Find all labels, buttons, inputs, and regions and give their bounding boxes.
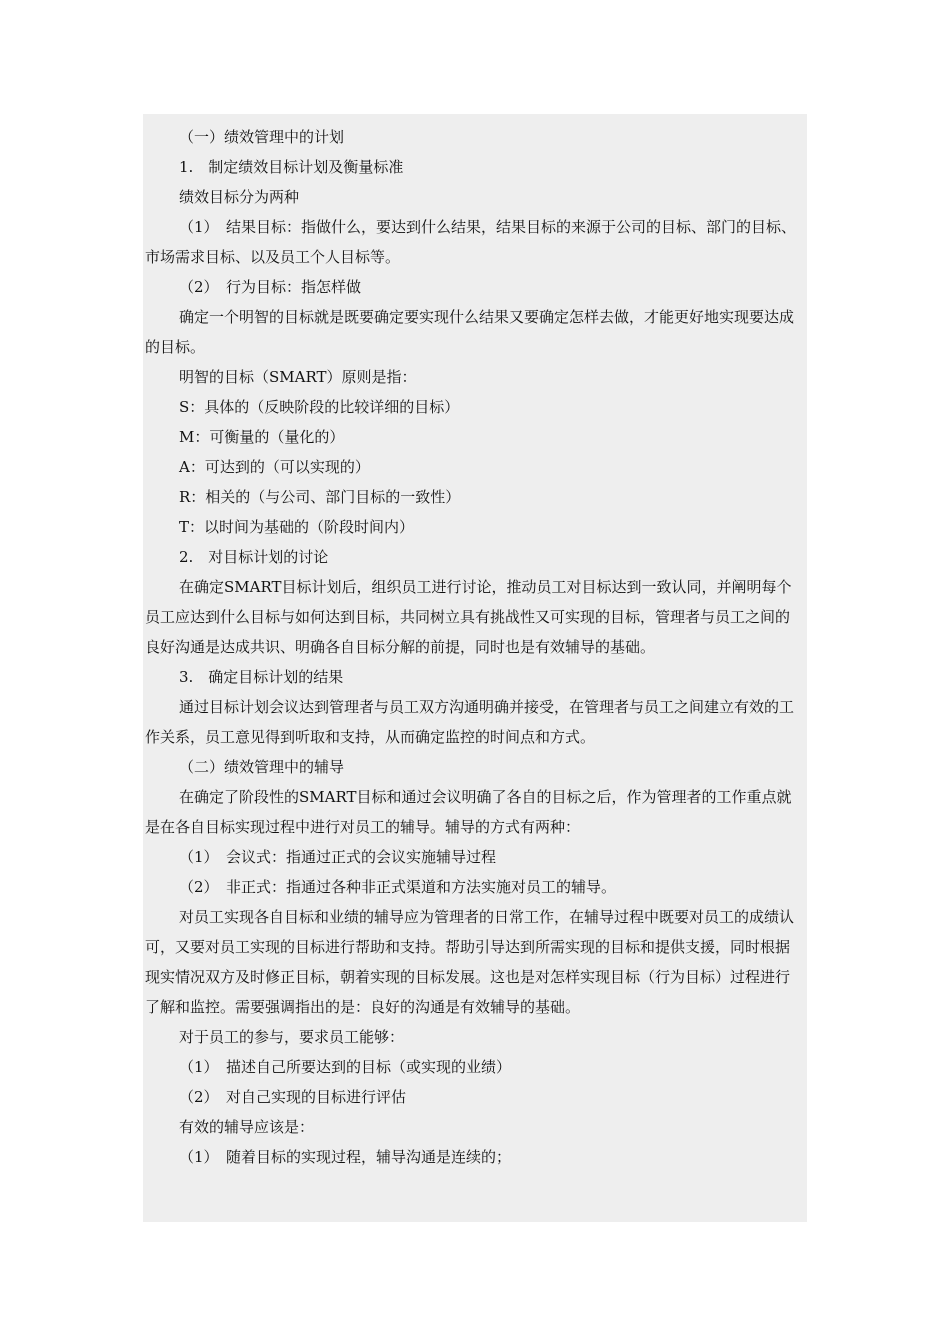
list-item: （1） 描述自己所要达到的目标（或实现的业绩）: [179, 1058, 512, 1076]
paragraph: 对于员工的参与，要求员工能够：: [179, 1028, 405, 1046]
list-item: （1） 结果目标：指做什么，要达到什么结果，结果目标的来源于公司的目标、部门的目标、市场需求目标、以及员工个人目标等。: [145, 218, 797, 266]
subheading-2: 2. 对目标计划的讨论: [179, 548, 329, 566]
subheading-1: 1. 制定绩效目标计划及衡量标准: [179, 158, 404, 176]
paragraph: 在确定SMART目标计划后，组织员工进行讨论，推动员工对目标达到一致认同，并阐明每个员工应达到什么目标与如何达到目标，共同树立具有挑战性又可实现的目标，管理者与员工之间的良好沟通是达成共识、明确各自目标分解的前提，同时也是有效辅导的基础。: [145, 578, 792, 656]
paragraph: 确定一个明智的目标就是既要确定要实现什么结果又要确定怎样去做，才能更好地实现要达成的目标。: [145, 308, 795, 356]
list-item: （2） 对自己实现的目标进行评估: [179, 1088, 407, 1106]
paragraph: 明智的目标（SMART）原则是指：: [179, 368, 417, 386]
smart-item-a: A：可达到的（可以实现的）: [179, 458, 370, 476]
paragraph: 在确定了阶段性的SMART目标和通过会议明确了各自的目标之后，作为管理者的工作重点就是在各自目标实现过程中进行对员工的辅导。辅导的方式有两种：: [145, 788, 792, 836]
document-body: [143, 114, 807, 1222]
list-item: （1） 随着目标的实现过程，辅导沟通是连续的；: [179, 1148, 512, 1166]
smart-item-s: S：具体的（反映阶段的比较详细的目标）: [179, 398, 460, 416]
heading-planning: （一）绩效管理中的计划: [179, 128, 345, 146]
smart-item-m: M：可衡量的（量化的）: [179, 428, 345, 446]
smart-item-r: R：相关的（与公司、部门目标的一致性）: [179, 488, 461, 506]
paragraph: 有效的辅导应该是：: [179, 1118, 315, 1136]
list-item: （1） 会议式：指通过正式的会议实施辅导过程: [179, 848, 497, 866]
heading-coaching: （二）绩效管理中的辅导: [179, 758, 345, 776]
paragraph: 通过目标计划会议达到管理者与员工双方沟通明确并接受，在管理者与员工之间建立有效的工作关系，员工意见得到听取和支持，从而确定监控的时间点和方式。: [145, 698, 795, 746]
subheading-3: 3. 确定目标计划的结果: [179, 668, 344, 686]
smart-item-t: T：以时间为基础的（阶段时间内）: [179, 518, 415, 536]
paragraph: 绩效目标分为两种: [179, 188, 300, 206]
list-item: （2） 非正式：指通过各种非正式渠道和方法实施对员工的辅导。: [179, 878, 617, 896]
list-item: （2） 行为目标：指怎样做: [179, 278, 362, 296]
paragraph: 对员工实现各自目标和业绩的辅导应为管理者的日常工作，在辅导过程中既要对员工的成绩认可，又要对员工实现的目标进行帮助和支持。帮助引导达到所需实现的目标和提供支援，同时根据现实情况双方及时修正目标，朝着实现的目标发展。这也是对怎样实现目标（行为目标）过程进行了解和监控。需要强调指出的是：良好的沟通是有效辅导的基础。: [145, 908, 795, 1016]
